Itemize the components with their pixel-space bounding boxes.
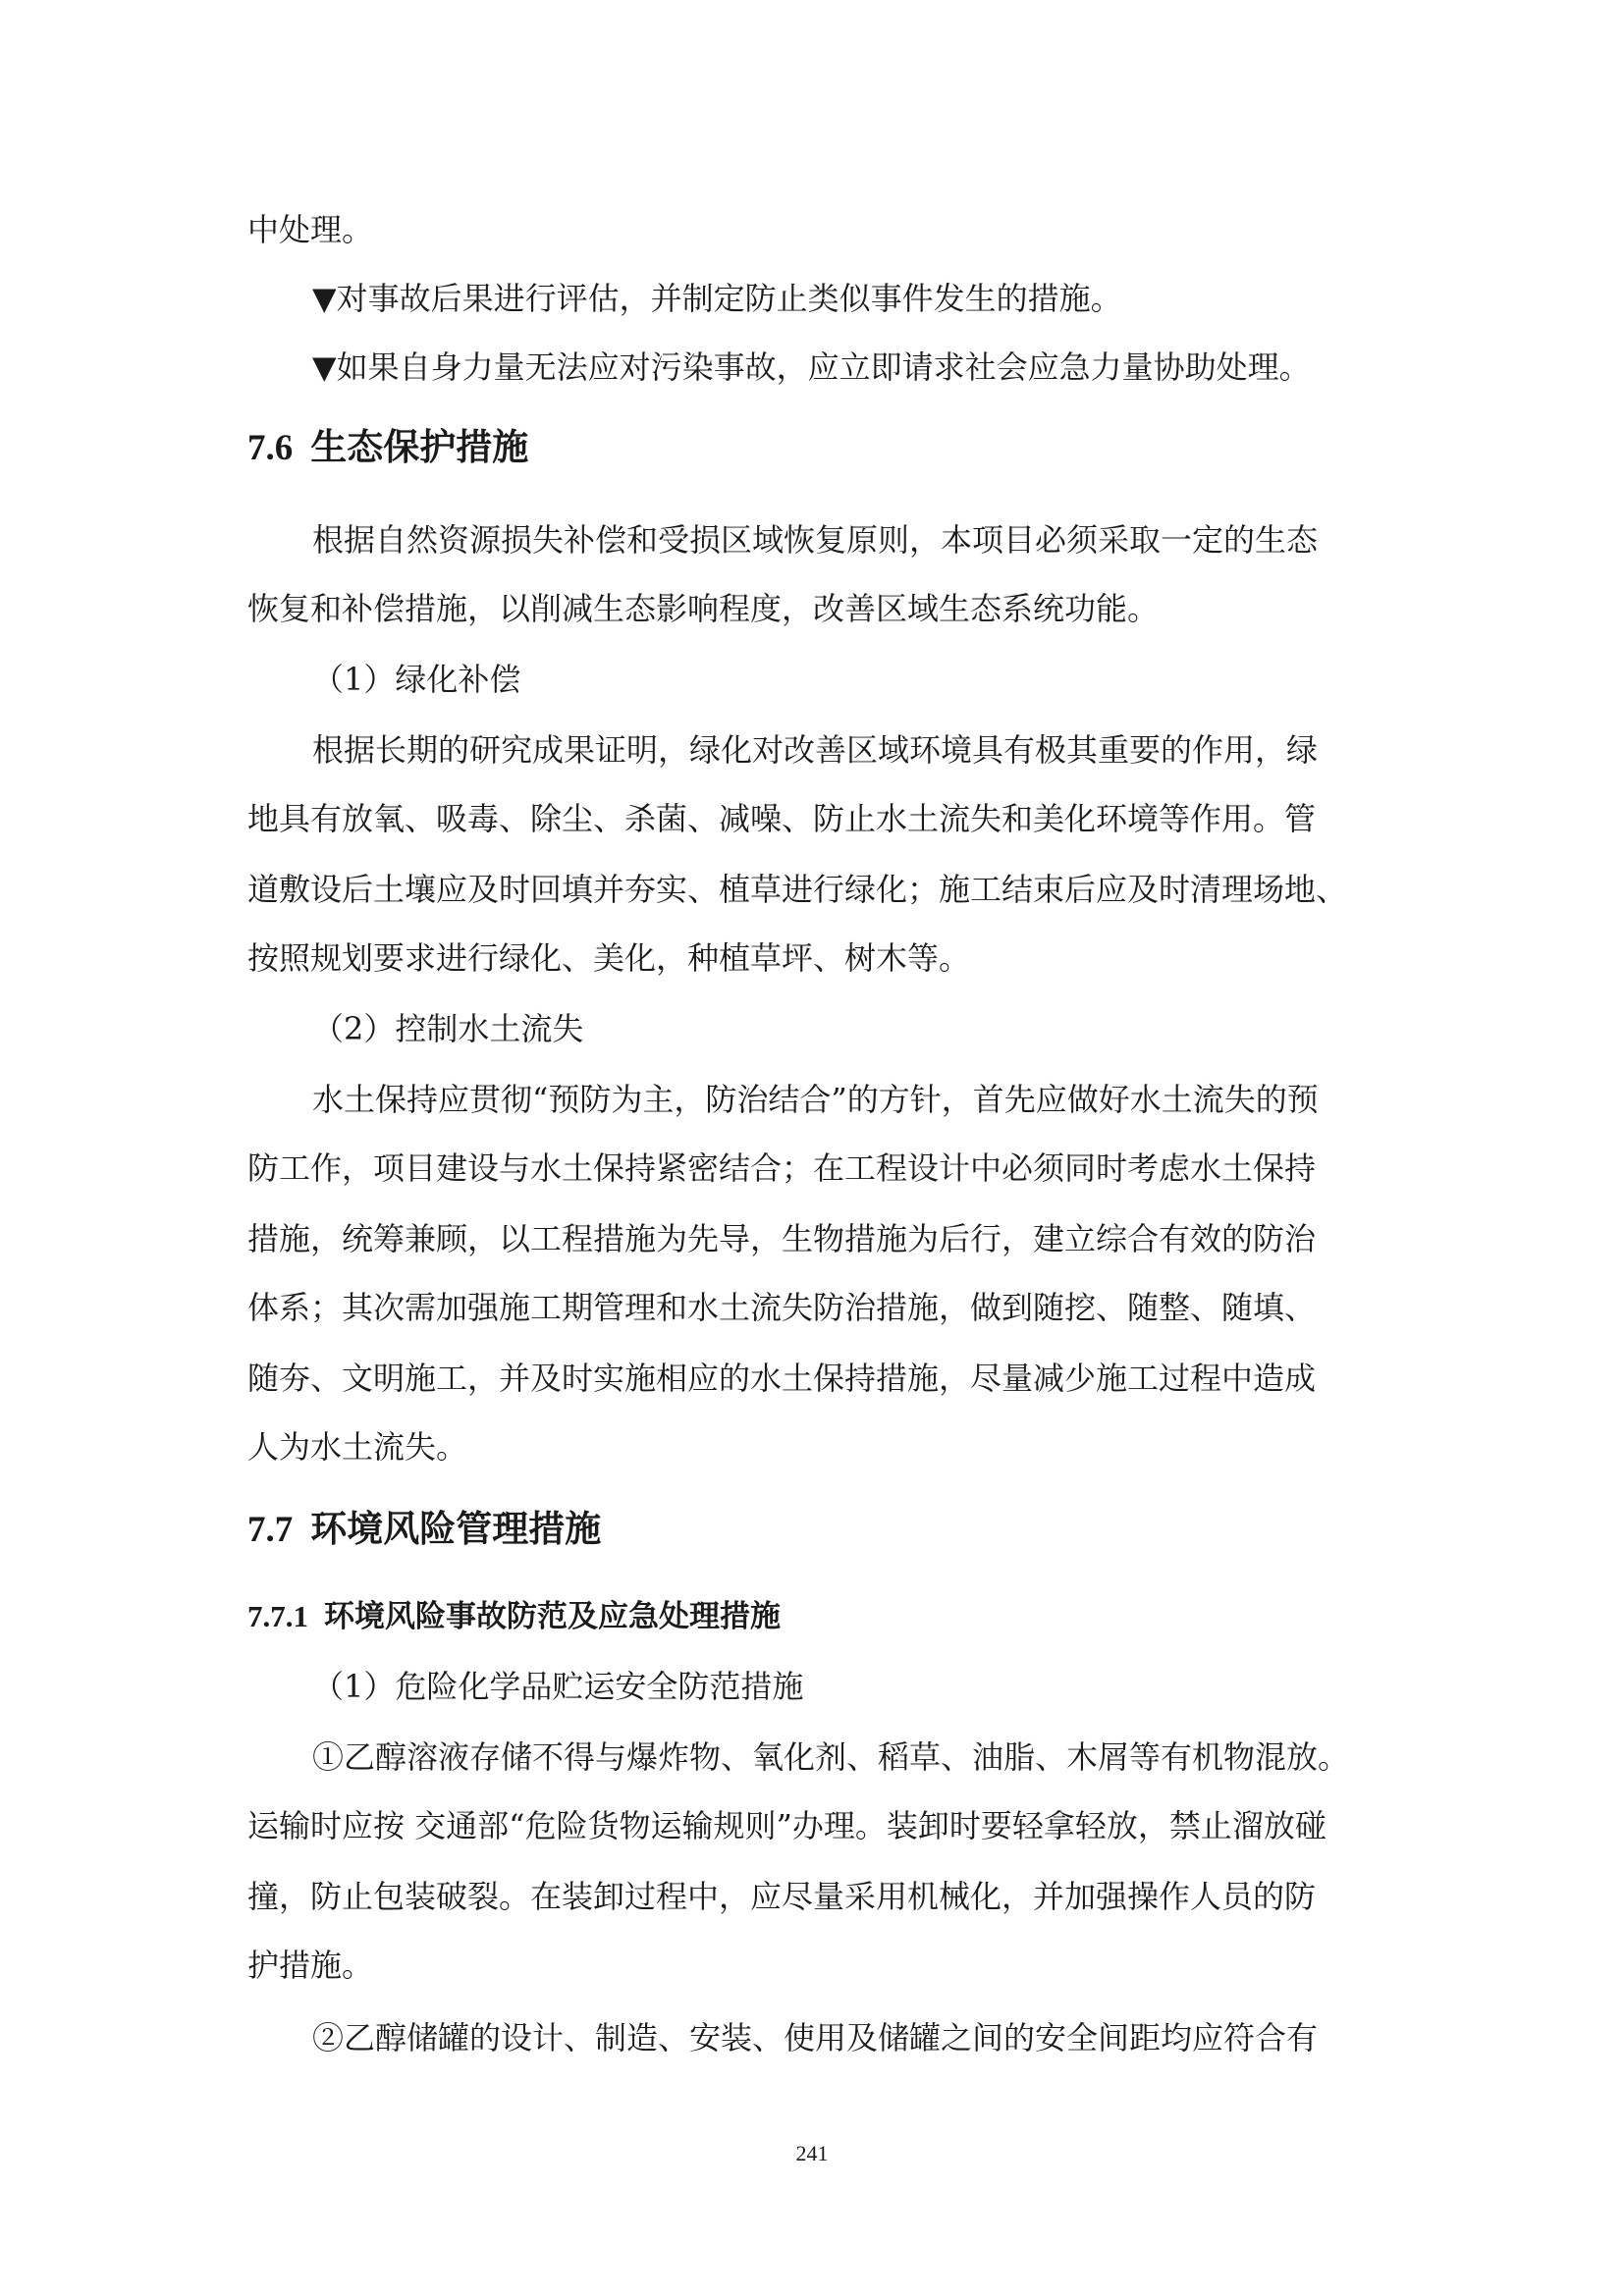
paragraph-line: ①乙醇溶液存储不得与爆炸物、氧化剂、稻草、油脂、木屑等有机物混放。 bbox=[312, 1738, 1350, 1776]
paragraph-line: 水土保持应贯彻“预防为主，防治结合”的方针，首先应做好水土流失的预 bbox=[312, 1081, 1319, 1118]
paragraph-line: 人为水土流失。 bbox=[247, 1428, 468, 1466]
subsection-title: （2）控制水土流失 bbox=[312, 1010, 584, 1047]
section-title: 环境风险管理措施 bbox=[310, 1508, 602, 1550]
section-heading-7-6 bbox=[247, 424, 528, 472]
paragraph-line: 随夯、文明施工，并及时实施相应的水土保持措施，尽量减少施工过程中造成 bbox=[247, 1360, 1317, 1397]
paragraph-line: 根据长期的研究成果证明，绿化对改善区域环境具有极其重要的作用，绿 bbox=[312, 731, 1319, 769]
section-title: 生态保护措施 bbox=[310, 426, 529, 468]
paragraph-line: 按照规划要求进行绿化、美化，种植草坪、树木等。 bbox=[247, 939, 971, 977]
subsection-title: （1）绿化补偿 bbox=[312, 661, 521, 698]
page-number: 241 bbox=[795, 2141, 829, 2165]
paragraph-line: 恢复和补偿措施，以削减生态影响程度，改善区域生态系统功能。 bbox=[247, 590, 1160, 627]
paragraph-line: 护措施。 bbox=[247, 1947, 374, 1984]
subsection-title: （1）危险化学品贮运安全防范措施 bbox=[312, 1668, 804, 1705]
paragraph-line: 措施，统筹兼顾，以工程措施为先导，生物措施为后行，建立综合有效的防治 bbox=[247, 1220, 1317, 1257]
paragraph-line: 道敷设后土壤应及时回填并夯实、植草进行绿化；施工结束后应及时清理场地、 bbox=[247, 871, 1348, 908]
section-heading-7-7-1 bbox=[247, 1596, 781, 1637]
paragraph-line: 中处理。 bbox=[247, 211, 374, 248]
paragraph-line: 撞，防止包装破裂。在装卸过程中，应尽量采用机械化，并加强操作人员的防 bbox=[247, 1878, 1317, 1915]
paragraph-line: 运输时应按 交通部“危险货物运输规则”办理。装卸时要轻拿轻放，禁止溜放碰 bbox=[247, 1807, 1326, 1844]
paragraph-line: 体系；其次需加强施工期管理和水土流失防治措施，做到随挖、随整、随填、 bbox=[247, 1289, 1317, 1326]
section-number: 7.7.1 bbox=[247, 1599, 308, 1633]
paragraph-line: 根据自然资源损失补偿和受损区域恢复原则，本项目必须采取一定的生态 bbox=[312, 521, 1319, 559]
bullet-item: ▼如果自身力量无法应对污染事故，应立即请求社会应急力量协助处理。 bbox=[312, 348, 1311, 386]
paragraph-line: 地具有放氧、吸毒、除尘、杀菌、减噪、防止水土流失和美化环境等作用。管 bbox=[247, 800, 1317, 837]
section-heading-7-7 bbox=[247, 1506, 601, 1554]
section-number: 7.7 bbox=[247, 1510, 294, 1550]
bullet-item: ▼对事故后果进行评估，并制定防止类似事件发生的措施。 bbox=[312, 280, 1122, 317]
paragraph-line: ②乙醇储罐的设计、制造、安装、使用及储罐之间的安全间距均应符合有 bbox=[312, 2019, 1319, 2056]
section-number: 7.6 bbox=[247, 428, 294, 468]
section-title: 环境风险事故防范及应急处理措施 bbox=[324, 1599, 781, 1634]
paragraph-line: 防工作，项目建设与水土保持紧密结合；在工程设计中必须同时考虑水土保持 bbox=[247, 1149, 1317, 1187]
